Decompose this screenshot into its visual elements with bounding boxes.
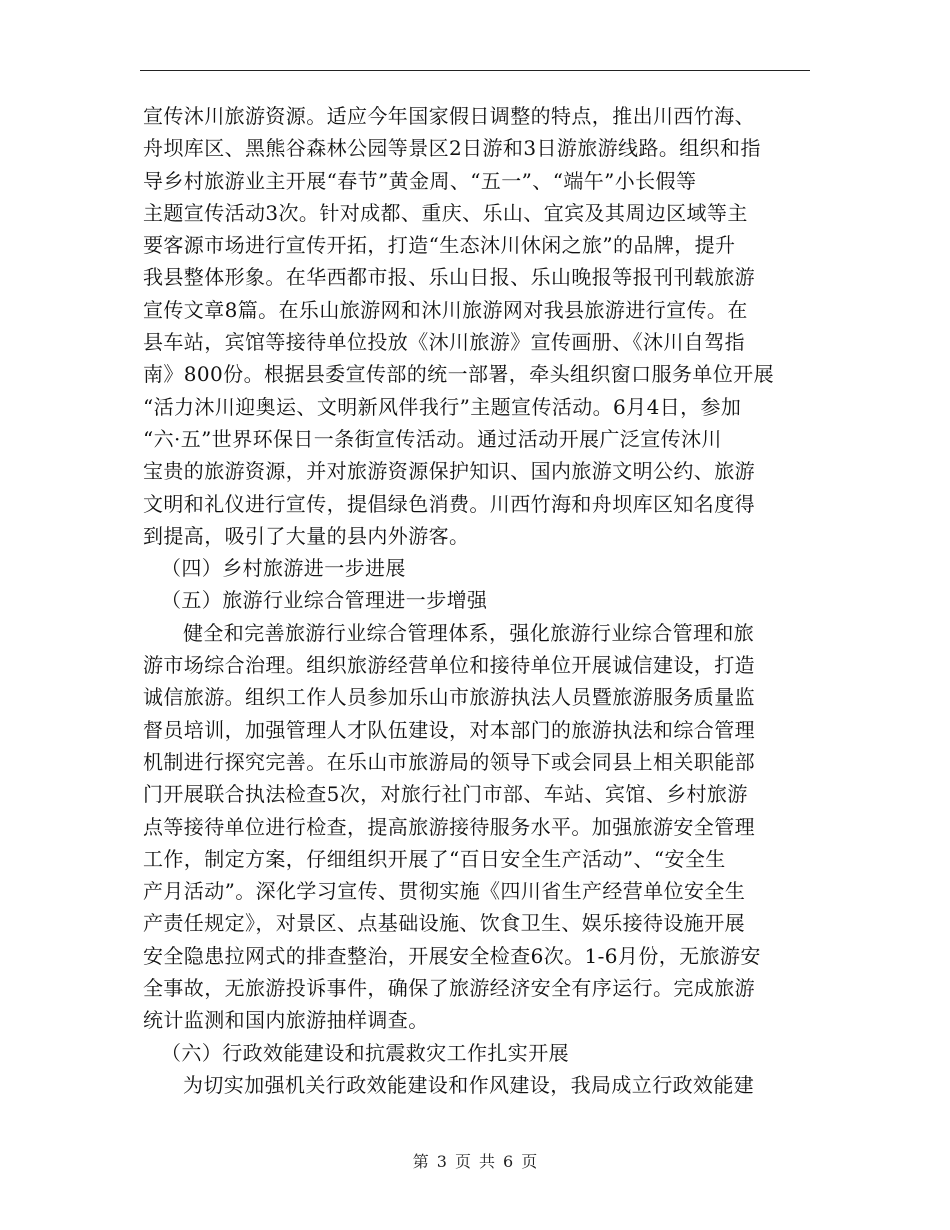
paragraph-line: 督员培训，加强管理人才队伍建设，对本部门的旅游执法和综合管理 [143, 717, 755, 742]
paragraph-line: “活力沐川迎奥运、文明新风伴我行”主题宣传活动。6月4日，参加 [143, 394, 742, 419]
paragraph-line: 安全隐患拉网式的排查整治，开展安全检查6次。1-6月份，无旅游安 [143, 943, 761, 968]
footer-total-unit: 页 [521, 1152, 538, 1171]
paragraph-line: “六·五”世界环保日一条街宣传活动。通过活动开展广泛宣传沐川 [143, 426, 722, 451]
paragraph-line: 游市场综合治理。组织旅游经营单位和接待单位开展诚信建设，打造 [143, 653, 755, 678]
paragraph-line: 宝贵的旅游资源，并对旅游资源保护知识、国内旅游文明公约、旅游 [143, 459, 755, 484]
section-heading: （六）行政效能建设和抗震救灾工作扎实开展 [161, 1040, 569, 1065]
paragraph-line: 我县整体形象。在华西都市报、乐山日报、乐山晚报等报刊刊载旅游 [143, 265, 755, 290]
paragraph-line: 门开展联合执法检查5次，对旅行社门市部、车站、宾馆、乡村旅游 [143, 782, 748, 807]
footer-total-pages: 6 [503, 1152, 514, 1171]
paragraph-line: 要客源市场进行宣传开拓，打造“生态沐川休闲之旅”的品牌，提升 [143, 233, 736, 258]
paragraph-line: 宣传文章8篇。在乐山旅游网和沐川旅游网对我县旅游进行宣传。在 [143, 297, 748, 322]
section-heading: （五）旅游行业综合管理进一步增强 [161, 588, 488, 613]
paragraph-line: 主题宣传活动3次。针对成都、重庆、乐山、宜宾及其周边区域等主 [143, 200, 748, 225]
document-body [143, 100, 810, 1101]
paragraph-line: 全事故，无旅游投诉事件，确保了旅游经济安全有序运行。完成旅游 [143, 976, 755, 1001]
paragraph-line: 工作，制定方案，仔细组织开展了“百日安全生产活动”、“安全生 [143, 846, 726, 871]
paragraph-line: 诚信旅游。组织工作人员参加乐山市旅游执法人员暨旅游服务质量监 [143, 685, 755, 710]
section-heading: （四）乡村旅游进一步进展 [161, 556, 406, 581]
paragraph-line: 点等接待单位进行检查，提高旅游接待服务水平。加强旅游安全管理 [143, 814, 755, 839]
paragraph-line: 机制进行探究完善。在乐山市旅游局的领导下或会同县上相关职能部 [143, 749, 755, 774]
footer-current-page: 3 [436, 1152, 447, 1171]
paragraph-line: 导乡村旅游业主开展“春节”黄金周、“五一”、“端午”小长假等 [143, 168, 697, 193]
paragraph-line: 南》800份。根据县委宣传部的统一部署，牵头组织窗口服务单位开展 [143, 362, 774, 387]
paragraph-line: 为切实加强机关行政效能建设和作风建设，我局成立行政效能建 [183, 1072, 755, 1097]
paragraph-line: 统计监测和国内旅游抽样调查。 [143, 1008, 429, 1033]
paragraph-line: 到提高，吸引了大量的县内外游客。 [143, 523, 470, 548]
footer-page-unit: 页 [454, 1152, 471, 1171]
paragraph-line: 宣传沐川旅游资源。适应今年国家假日调整的特点，推出川西竹海、 [143, 104, 755, 128]
paragraph-line: 舟坝库区、黑熊谷森林公园等景区2日游和3日游旅游线路。组织和指 [143, 136, 761, 161]
footer-page-word: 第 [412, 1152, 429, 1171]
paragraph-line: 产月活动”。深化学习宣传、贯彻实施《四川省生产经营单位安全生 [143, 879, 746, 904]
footer-total-word: 共 [479, 1152, 496, 1171]
paragraph-line: 产责任规定》，对景区、点基础设施、饮食卫生、娱乐接待设施开展 [143, 911, 745, 936]
page-footer [0, 1150, 950, 1174]
paragraph-line: 县车站，宾馆等接待单位投放《沐川旅游》宣传画册、《沐川自驾指 [143, 330, 745, 355]
header-rule [140, 70, 810, 71]
paragraph-line: 文明和礼仪进行宣传，提倡绿色消费。川西竹海和舟坝库区知名度得 [143, 491, 755, 516]
paragraph-line: 健全和完善旅游行业综合管理体系，强化旅游行业综合管理和旅 [183, 620, 755, 645]
